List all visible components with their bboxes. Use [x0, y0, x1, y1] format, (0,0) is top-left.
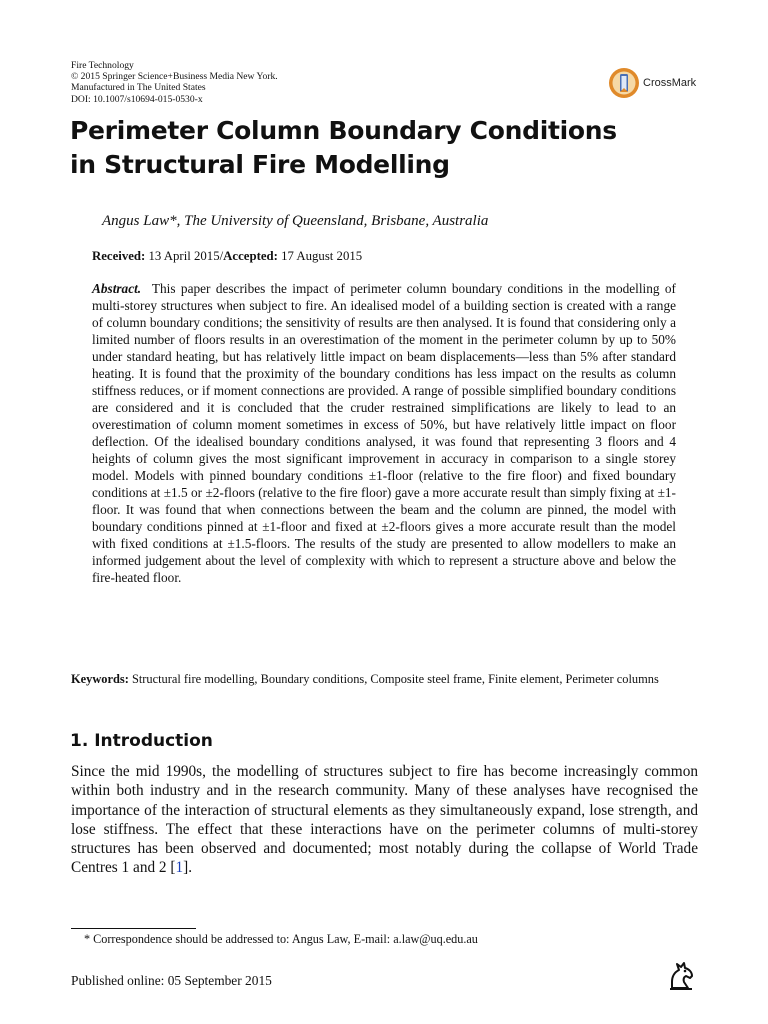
paper-title [70, 114, 710, 182]
accepted-label: Accepted: [223, 249, 278, 263]
correspondence-footnote: * Correspondence should be addressed to: Angus Law, E-mail: a.law@uq.edu.au [84, 932, 478, 946]
citation-link[interactable]: 1 [175, 859, 184, 877]
abstract [92, 280, 676, 586]
manufactured-line: Manufactured in The United States [71, 82, 206, 94]
crossmark-badge[interactable] [608, 67, 696, 99]
title-line-2: in Structural Fire Modelling [70, 150, 450, 179]
title-line-1: Perimeter Column Boundary Conditions [70, 116, 617, 145]
keywords [71, 671, 696, 687]
crossmark-icon [608, 67, 640, 99]
author-line: Angus Law*, The University of Queensland, Brisbane, Australia [102, 213, 489, 229]
doi-line[interactable]: DOI: 10.1007/s10694-015-0530-x [71, 93, 203, 105]
introduction-heading: 1. Introduction [70, 731, 213, 751]
introduction-text: Since the mid 1990s, the modelling of structures subject to fire has become increasingly common within both industry and in the research community. Many of these analyses have recognised the importance of the interaction of structural elements as they simultaneously expand, lose strength, and lose stiffness. The effect that these interactions have on the perimeter columns of multi-storey structures has been observed and documented; most notably during the collapse of World Trade Centres 1 and 2 [ [71, 763, 698, 877]
keywords-label: Keywords: [71, 672, 129, 686]
received-label: Received: [92, 249, 146, 263]
introduction-text-end: ]. [183, 859, 193, 877]
journal-metadata [71, 60, 278, 105]
received-accepted-dates: Received: 13 April 2015/Accepted: 17 August 2015 [92, 249, 363, 263]
received-date: 13 April 2015 [148, 249, 220, 263]
crossmark-label: CrossMark [643, 77, 697, 89]
abstract-label: Abstract. [92, 281, 142, 296]
keywords-text: Structural fire modelling, Boundary conditions, Composite steel frame, Finite element, Perimeter columns [131, 672, 659, 686]
accepted-date: 17 August 2015 [281, 249, 363, 263]
copyright-line: © 2015 Springer Science+Business Media New York. [71, 71, 278, 83]
published-online-date: Published online: 05 September 2015 [71, 973, 272, 988]
abstract-text: This paper describes the impact of perimeter column boundary conditions in the modelling of multi-storey structures when subject to fire. An idealised model of a building section is created with a range of column boundary conditions; the sensitivity of results are then analysed. It is found that considering only a limited number of floors results in an overestimation of the moment in the perimeter column by up to 50% under standard heating, but has relatively little impact on beam displacements—less than 5% after standard heating. It is found that the proximity of the boundary conditions has less impact on the results as column stiffness reduces, or if moment connections are provided. A range of possible simplified boundary conditions are considered and it is concluded that the cruder restrained simplifications are likely to lead to an overestimation of column moment sometimes in excess of 50%, but have relatively little impact on floor deflection. Of the idealised boundary conditions analysed, it was found that representing 3 floors and 4 heights of column gives the most significant improvement in accuracy in comparison to a single storey model. Models with pinned boundary conditions ±1-floor (relative to the fire floor) and fixed boundary conditions at ±1.5 or ±2-floors (relative to the fire floor) gave a more accurate result than simply fixing at ±1-floor. It was found that when connections between the beam and the column are pinned, the model with boundary conditions pinned at ±1-floor and fixed at ±2-floors gives a more accurate result than the model with fixed conditions at ±1.5-floors. The results of the study are presented to allow modellers to make an informed judgement about the level of complexity with which to represent a structure above and below the fire-heated floor. [92, 281, 676, 585]
springer-horse-icon [664, 958, 698, 992]
journal-name: Fire Technology [71, 60, 134, 71]
footnote-divider [71, 928, 196, 929]
introduction-paragraph [71, 762, 698, 878]
